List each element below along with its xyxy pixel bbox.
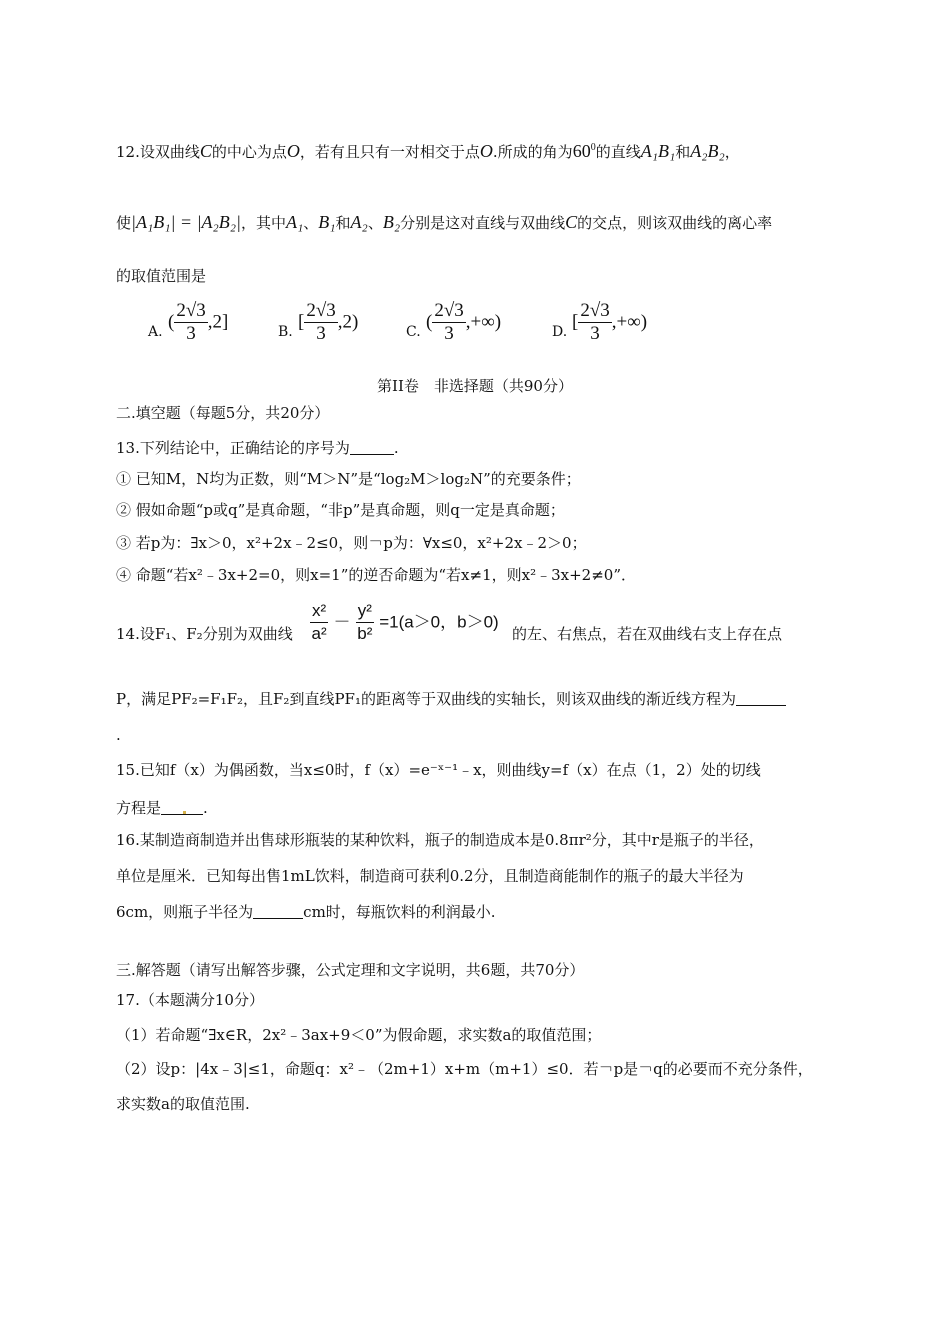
q13-stem [116, 438, 399, 458]
q12-text: 分别是这对直线与双曲线 [400, 214, 566, 232]
q17-part-2: （2）设p：|4x﹣3|≤1，命题q：x²﹣（2m+1）x+m（m+1）≤0．若￢p是￢q的必要而不充分条件， [116, 1060, 813, 1078]
q12-text: ， [724, 143, 740, 161]
q12-text: 和 [675, 143, 691, 161]
q16-line-3 [116, 902, 496, 922]
q13-item-2: ② 假如命题“p或q”是真命题，“非p”是真命题，则q一定是真命题； [116, 501, 565, 519]
q16-line-2: 单位是厘米．已知每出售1mL饮料，制造商可获利0.2分，且制造商能制作的瓶子的最大半径为 [116, 867, 744, 885]
q12-line-3: 的取值范围是 [116, 267, 207, 285]
math-60: $60^0$ [572, 141, 596, 161]
q14-line-2 [116, 689, 786, 709]
q17-part-1: （1）若命题“∃x∈R，2x²﹣3ax+9＜0”为假命题，求实数a的取值范围； [116, 1026, 602, 1044]
q13-end: . [393, 439, 399, 457]
part2-title: 第II卷 非选择题（共90分） [377, 377, 573, 395]
q12-text: 、 [367, 214, 383, 232]
q17-title: 17.（本题满分10分） [116, 991, 264, 1009]
option-expression: ( $\frac{2√3}{3}$ ,2] [168, 300, 229, 344]
math-a1: A₁ [285, 212, 304, 232]
q13-item-4: ④ 命题“若x²﹣3x+2=0，则x=1”的逆否命题为“若x≠1，则x²﹣3x+2≠0”． [116, 566, 636, 584]
math-c: C [565, 212, 578, 232]
q15-end: . [203, 799, 208, 817]
math-o: O [479, 141, 493, 161]
section3-heading: 三.解答题（请写出解答步骤，公式定理和文字说明，共6题，共70分） [116, 961, 585, 979]
math-b2: B₂ [382, 212, 401, 232]
q12-text: 的中心为点 [211, 143, 287, 161]
option-label: D. [552, 324, 568, 340]
q12-line-2 [116, 212, 772, 233]
q17-part-3: 求实数a的取值范围. [116, 1095, 250, 1113]
option-expression: ( $\frac{2√3}{3}$ ,+∞) [426, 300, 502, 344]
section2-heading: 二.填空题（每题5分，共20分） [116, 404, 330, 422]
option-label: C. [406, 324, 421, 340]
math-abs-equation: |A₁B₁| = |A₂B₂| [131, 212, 241, 232]
q16-text: 6cm，则瓶子半径为 [116, 903, 254, 921]
answer-blank[interactable] [253, 904, 303, 919]
q15-line-2 [116, 798, 208, 818]
q12-text: ，若有且只有一对相交于点 [299, 143, 480, 161]
math-c: C [199, 141, 212, 161]
q15-line-1: 15.已知f（x）为偶函数，当x≤0时，f（x）=e⁻ˣ⁻¹﹣x，则曲线y=f（x）在点（1，2）处的切线 [116, 761, 761, 779]
q12-text: 、 [303, 214, 319, 232]
math-a1b1: A₁B₁ [640, 141, 676, 161]
math-a2b2: A₂B₂ [690, 141, 725, 161]
q13-stem-text: 13.下列结论中，正确结论的序号为 [116, 439, 350, 457]
q12-text: 12.设双曲线 [116, 143, 200, 161]
math-o: O [286, 141, 300, 161]
q13-item-1: ① 已知M，N均为正数，则“M＞N”是“log₂M＞log₂N”的充要条件； [116, 470, 581, 488]
option-label: B. [278, 324, 293, 340]
answer-blank[interactable] [736, 691, 786, 706]
math-b1: B₁ [318, 212, 336, 232]
q15-text: 方程是 [116, 799, 162, 817]
answer-blank[interactable] [161, 800, 203, 815]
dot-mark [183, 811, 186, 814]
q16-text-end: cm时，每瓶饮料的利润最小. [303, 903, 496, 921]
q16-line-1: 16.某制造商制造并出售球形瓶装的某种饮料，瓶子的制造成本是0.8πr²分，其中r是瓶子的半径， [116, 831, 764, 849]
q12-line-1 [116, 138, 740, 162]
option-label: A. [148, 324, 163, 340]
q14-text-l2: P，满足PF₂=F₁F₂，且F₂到直线PF₁的距离等于双曲线的实轴长，则该双曲线的渐近线方程为 [116, 690, 736, 708]
q14-text-b: 的左、右焦点，若在双曲线右支上存在点 [512, 625, 783, 643]
q14-text-a: 14.设F₁、F₂分别为双曲线 [116, 625, 293, 643]
q12-text: 的直线 [595, 143, 641, 161]
q12-text: 和 [335, 214, 351, 232]
answer-blank[interactable] [350, 440, 394, 455]
option-expression: [ $\frac{2√3}{3}$ ,+∞) [572, 300, 648, 344]
q12-text: ，其中 [240, 214, 286, 232]
math-a2: A₂ [350, 212, 368, 232]
q13-item-3: ③ 若p为：∃x＞0，x²+2x﹣2≤0，则￢p为：∀x≤0，x²+2x﹣2＞0； [116, 534, 587, 552]
q14-line-3: . [116, 726, 121, 744]
option-expression: [ $\frac{2√3}{3}$ ,2) [298, 300, 359, 344]
q12-text: .所成的角为 [492, 143, 573, 161]
q12-text: 使 [116, 214, 132, 232]
q12-text: 的交点，则该双曲线的离心率 [577, 214, 773, 232]
q14-equation: $\frac{\text{x²}}{\text{a²}}$ － $\frac{\text{y²}}{\text{b²}}$ =1(a＞0，b＞0) [311, 601, 499, 643]
